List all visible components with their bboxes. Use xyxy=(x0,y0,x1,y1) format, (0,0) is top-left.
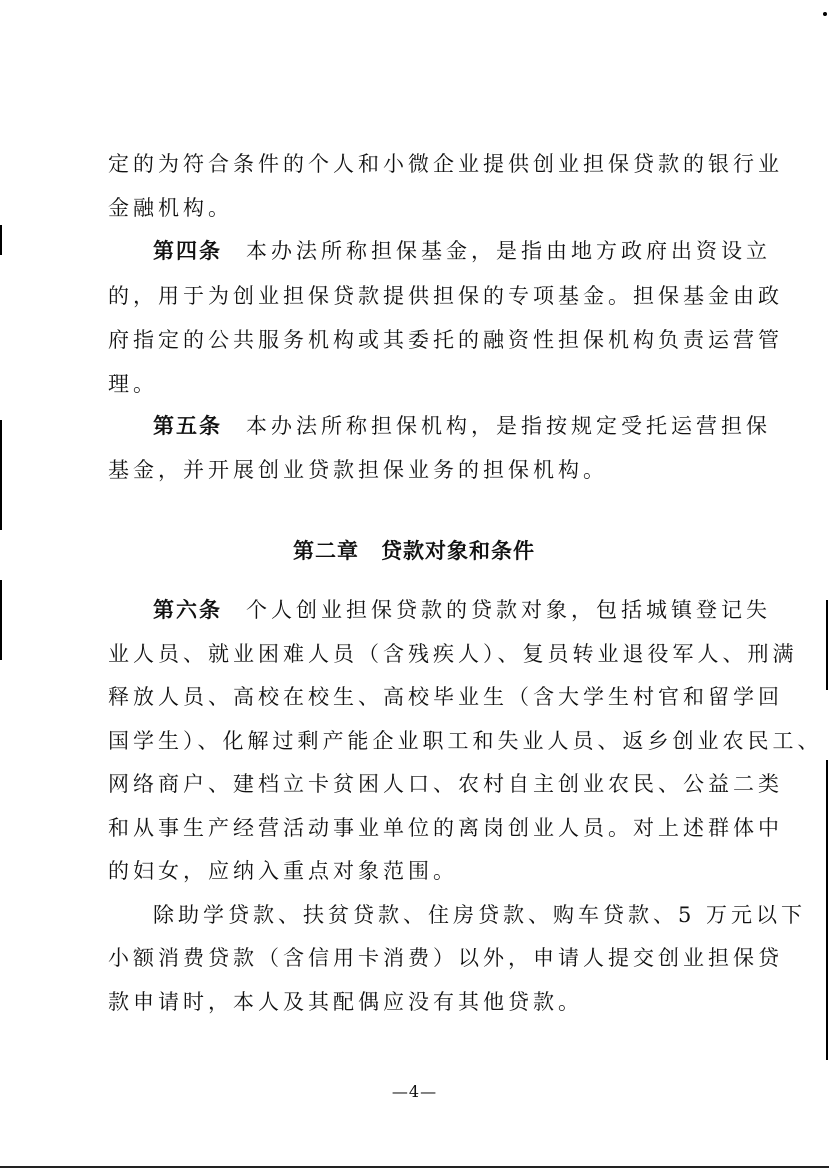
article-4-first-line xyxy=(153,237,771,265)
scan-mark xyxy=(826,600,828,690)
text-line: 金融机构。 xyxy=(108,196,233,220)
text-line: 府指定的公共服务机构或其委托的融资性担保机构负责运营管 xyxy=(108,328,783,352)
chapter-heading xyxy=(293,537,535,565)
scan-mark xyxy=(826,760,828,1060)
article-number: 第六条 xyxy=(153,597,222,622)
page-number: —4— xyxy=(391,1082,438,1101)
article-number: 第四条 xyxy=(153,238,222,263)
scan-edge-line xyxy=(0,1166,829,1168)
text-segment: 个人创业担保贷款的贷款对象，包括城镇登记失 xyxy=(246,598,771,622)
text-line: 定的为符合条件的个人和小微企业提供创业担保贷款的银行业 xyxy=(108,152,783,176)
text-line: 的，用于为创业担保贷款提供担保的专项基金。担保基金由政 xyxy=(108,284,783,308)
text-line: 释放人员、高校在校生、高校毕业生（含大学生村官和留学回 xyxy=(108,685,783,709)
article-number: 第五条 xyxy=(153,413,222,438)
text-line: 和从事生产经营活动事业单位的离岗创业人员。对上述群体中 xyxy=(108,816,783,840)
text-line: 除助学贷款、扶贫贷款、住房贷款、购车贷款、5 万元以下 xyxy=(153,903,807,927)
chapter-number: 第二章 xyxy=(293,538,359,563)
scan-mark xyxy=(0,225,2,255)
text-line: 的妇女，应纳入重点对象范围。 xyxy=(108,859,458,883)
text-segment: 本办法所称担保基金，是指由地方政府出资设立 xyxy=(246,239,771,263)
text-line: 理。 xyxy=(108,372,158,396)
text-segment: 本办法所称担保机构，是指按规定受托运营担保 xyxy=(246,414,771,438)
scan-mark xyxy=(0,580,2,660)
chapter-title: 贷款对象和条件 xyxy=(381,538,535,563)
text-line: 款申请时，本人及其配偶应没有其他贷款。 xyxy=(108,990,583,1014)
text-line: 网络商户、建档立卡贫困人口、农村自主创业农民、公益二类 xyxy=(108,772,783,796)
text-line: 业人员、就业困难人员（含残疾人）、复员转业退役军人、刑满 xyxy=(108,642,798,666)
scan-dot xyxy=(823,12,827,16)
scan-mark xyxy=(0,420,2,530)
article-6-first-line xyxy=(153,596,771,624)
text-line: 小额消费贷款（含信用卡消费）以外，申请人提交创业担保贷 xyxy=(108,946,783,970)
article-5-first-line xyxy=(153,412,771,440)
text-line: 基金，并开展创业贷款担保业务的担保机构。 xyxy=(108,458,608,482)
text-line: 国学生）、化解过剩产能企业职工和失业人员、返乡创业农民工、 xyxy=(108,729,823,753)
